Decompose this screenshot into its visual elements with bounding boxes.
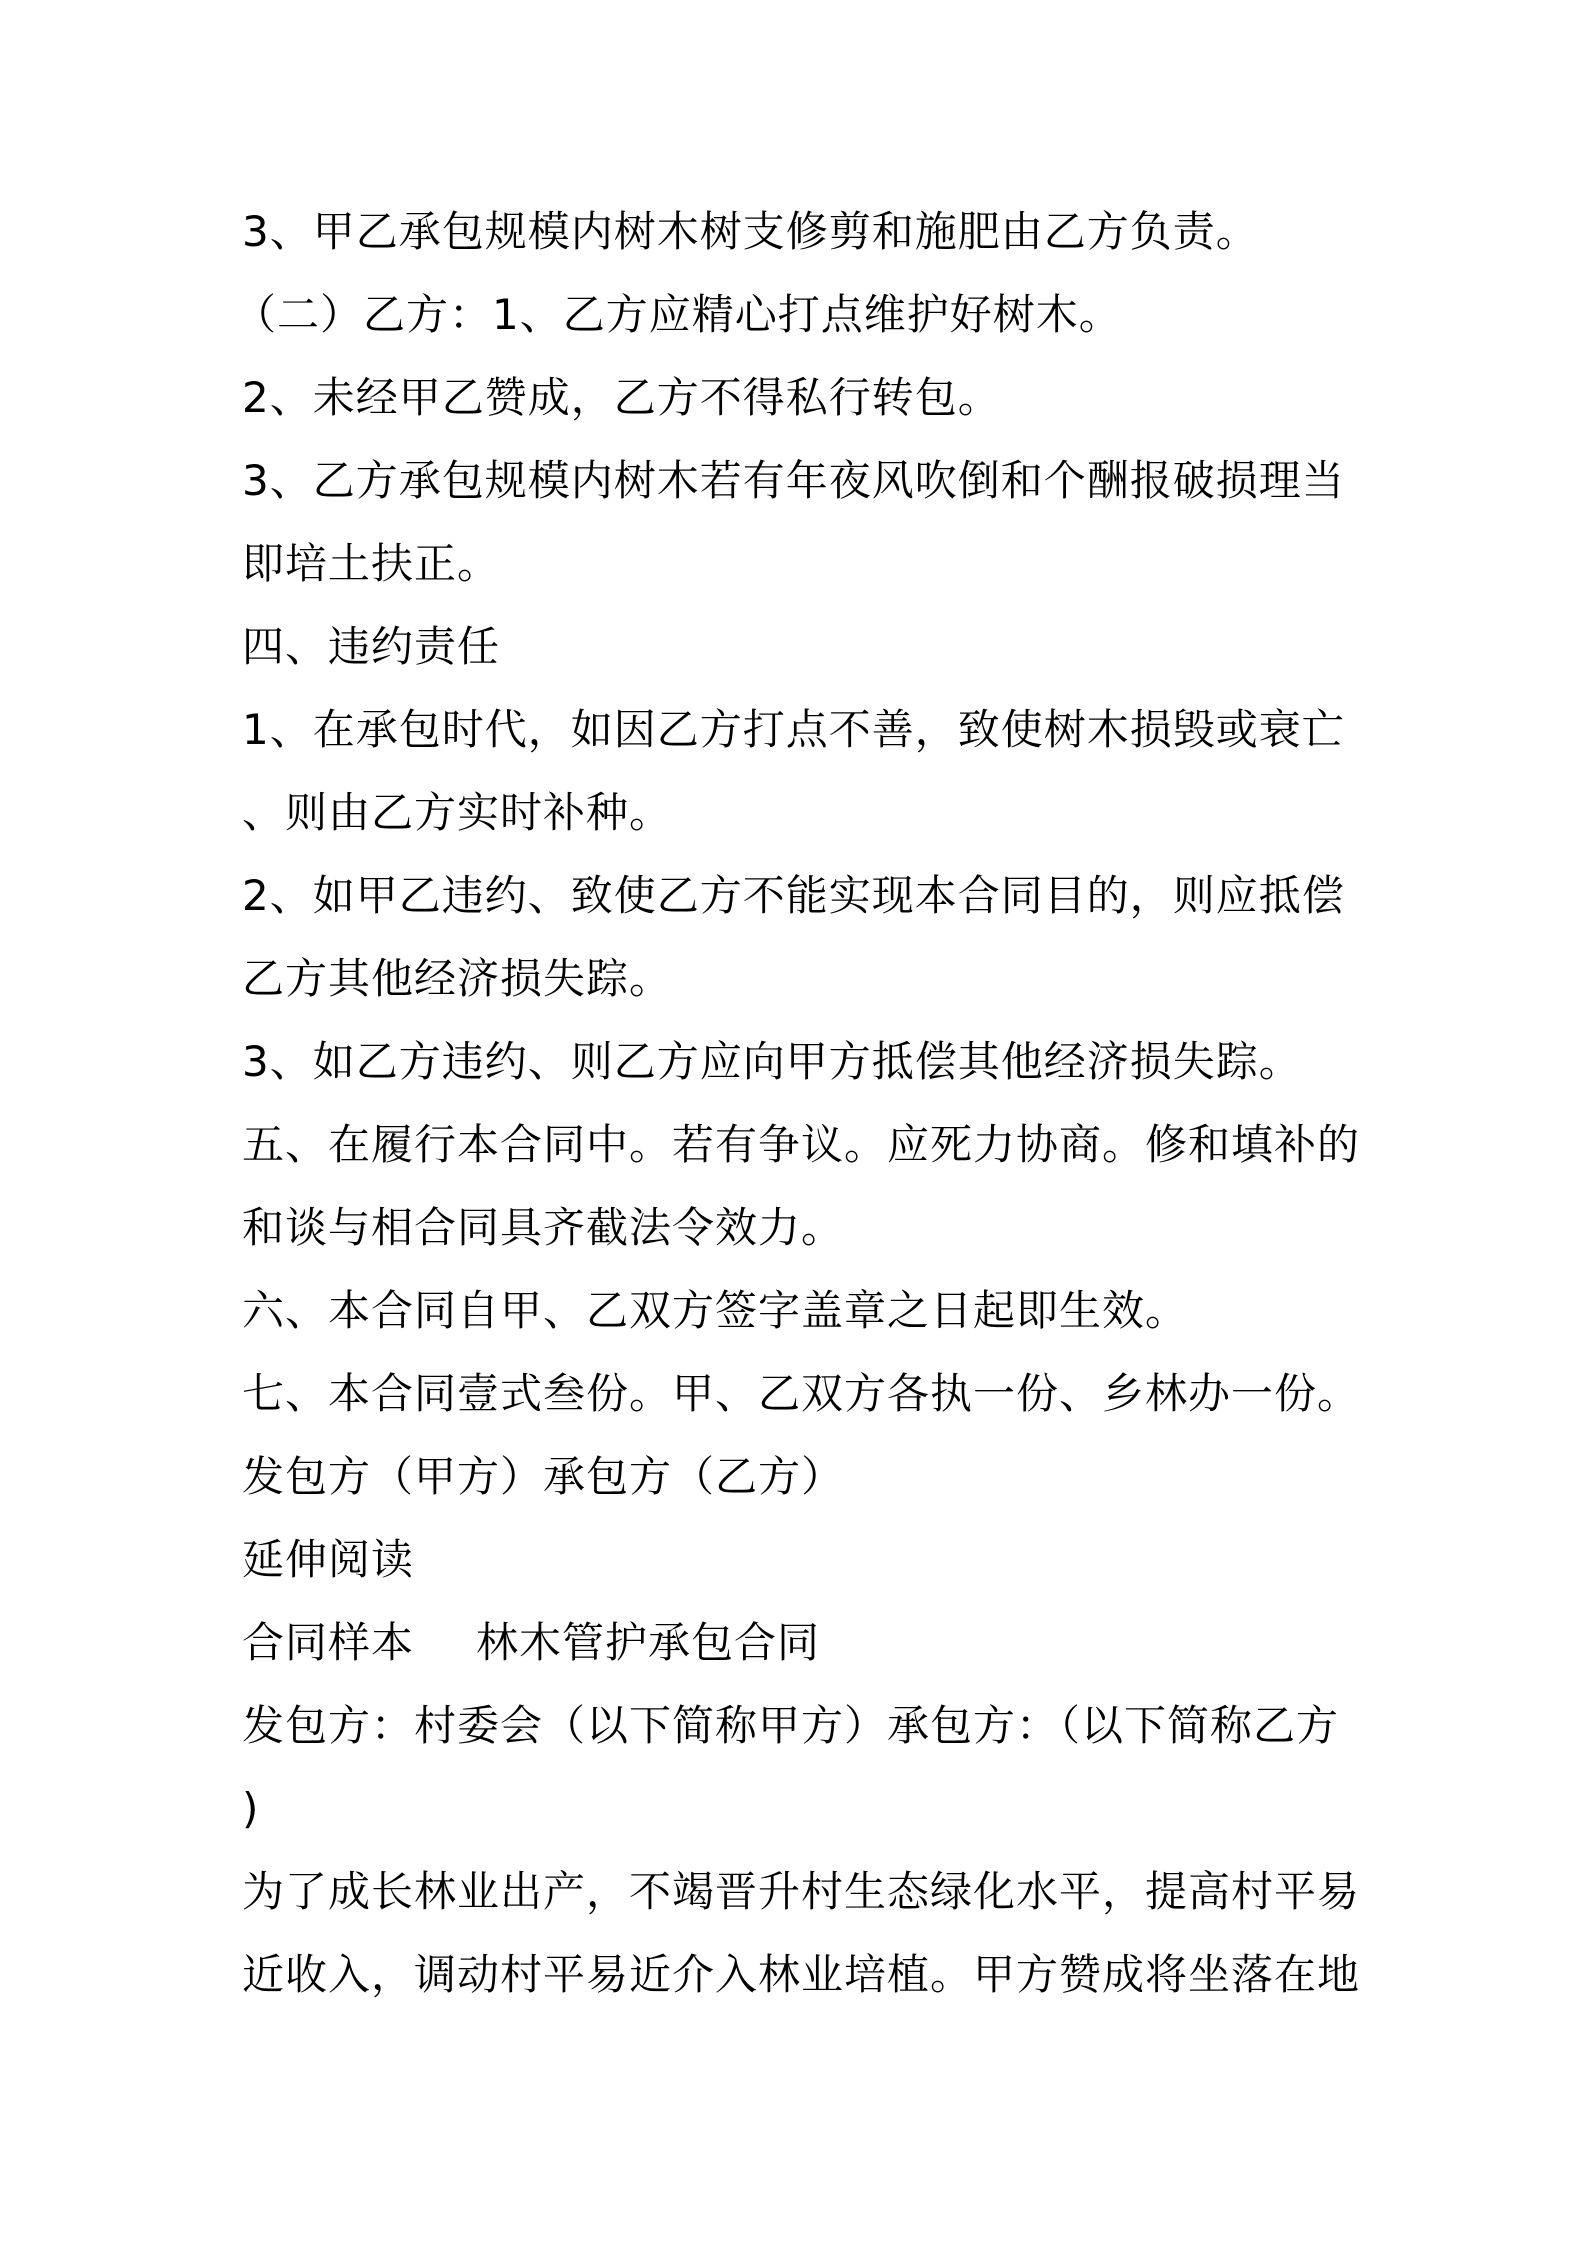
document-body [234, 190, 1362, 2016]
text-line: 为了成长林业出产，不竭晋升村生态绿化水平，提高村平易 [242, 1867, 1361, 1916]
text-line: 五、在履行本合同中。若有争议。应死力协商。修和填补的 [242, 1120, 1361, 1169]
text-line: 、则由乙方实时补种。 [242, 788, 673, 837]
extended-reading-heading: 延伸阅读 [242, 1535, 415, 1584]
text-line: （二）乙方：1、乙方应精心打点维护好树木。 [234, 290, 1122, 339]
sample-label: 合同样本 [242, 1618, 415, 1667]
text-line: 即培土扶正。 [242, 539, 501, 588]
sample-title: 林木管护承包合同 [476, 1618, 821, 1667]
text-line: 3、甲乙承包规模内树木树支修剪和施肥由乙方负责。 [242, 207, 1259, 256]
text-line: 2、未经甲乙赞成，乙方不得私行转包。 [242, 373, 1001, 422]
text-line: 近收入，调动村平易近介入林业培植。甲方赞成将坐落在地 [242, 1950, 1361, 1999]
text-line: 3、如乙方违约、则乙方应向甲方抵偿其他经济损失踪。 [242, 1037, 1302, 1086]
text-line: 发包方：村委会（以下简称甲方）承包方：（以下简称乙方 [242, 1701, 1340, 1750]
text-line: 七、本合同壹式叁份。甲、乙双方各执一份、乡林办一份。 [242, 1369, 1361, 1418]
text-line: 1、在承包时代，如因乙方打点不善，致使树木损毁或衰亡 [242, 705, 1345, 754]
sample-heading [242, 1601, 1362, 1684]
text-line: ) [242, 1784, 260, 1833]
signature-line: 发包方（甲方）承包方（乙方） [242, 1452, 845, 1501]
text-line: 和谈与相合同具齐截法令效力。 [242, 1203, 845, 1252]
text-line: 3、乙方承包规模内树木若有年夜风吹倒和个酬报破损理当 [242, 456, 1345, 505]
text-line: 六、本合同自甲、乙双方签字盖章之日起即生效。 [242, 1286, 1189, 1335]
section-heading: 四、违约责任 [242, 622, 501, 671]
text-line: 乙方其他经济损失踪。 [242, 954, 673, 1003]
text-line: 2、如甲乙违约、致使乙方不能实现本合同目的，则应抵偿 [242, 871, 1345, 920]
